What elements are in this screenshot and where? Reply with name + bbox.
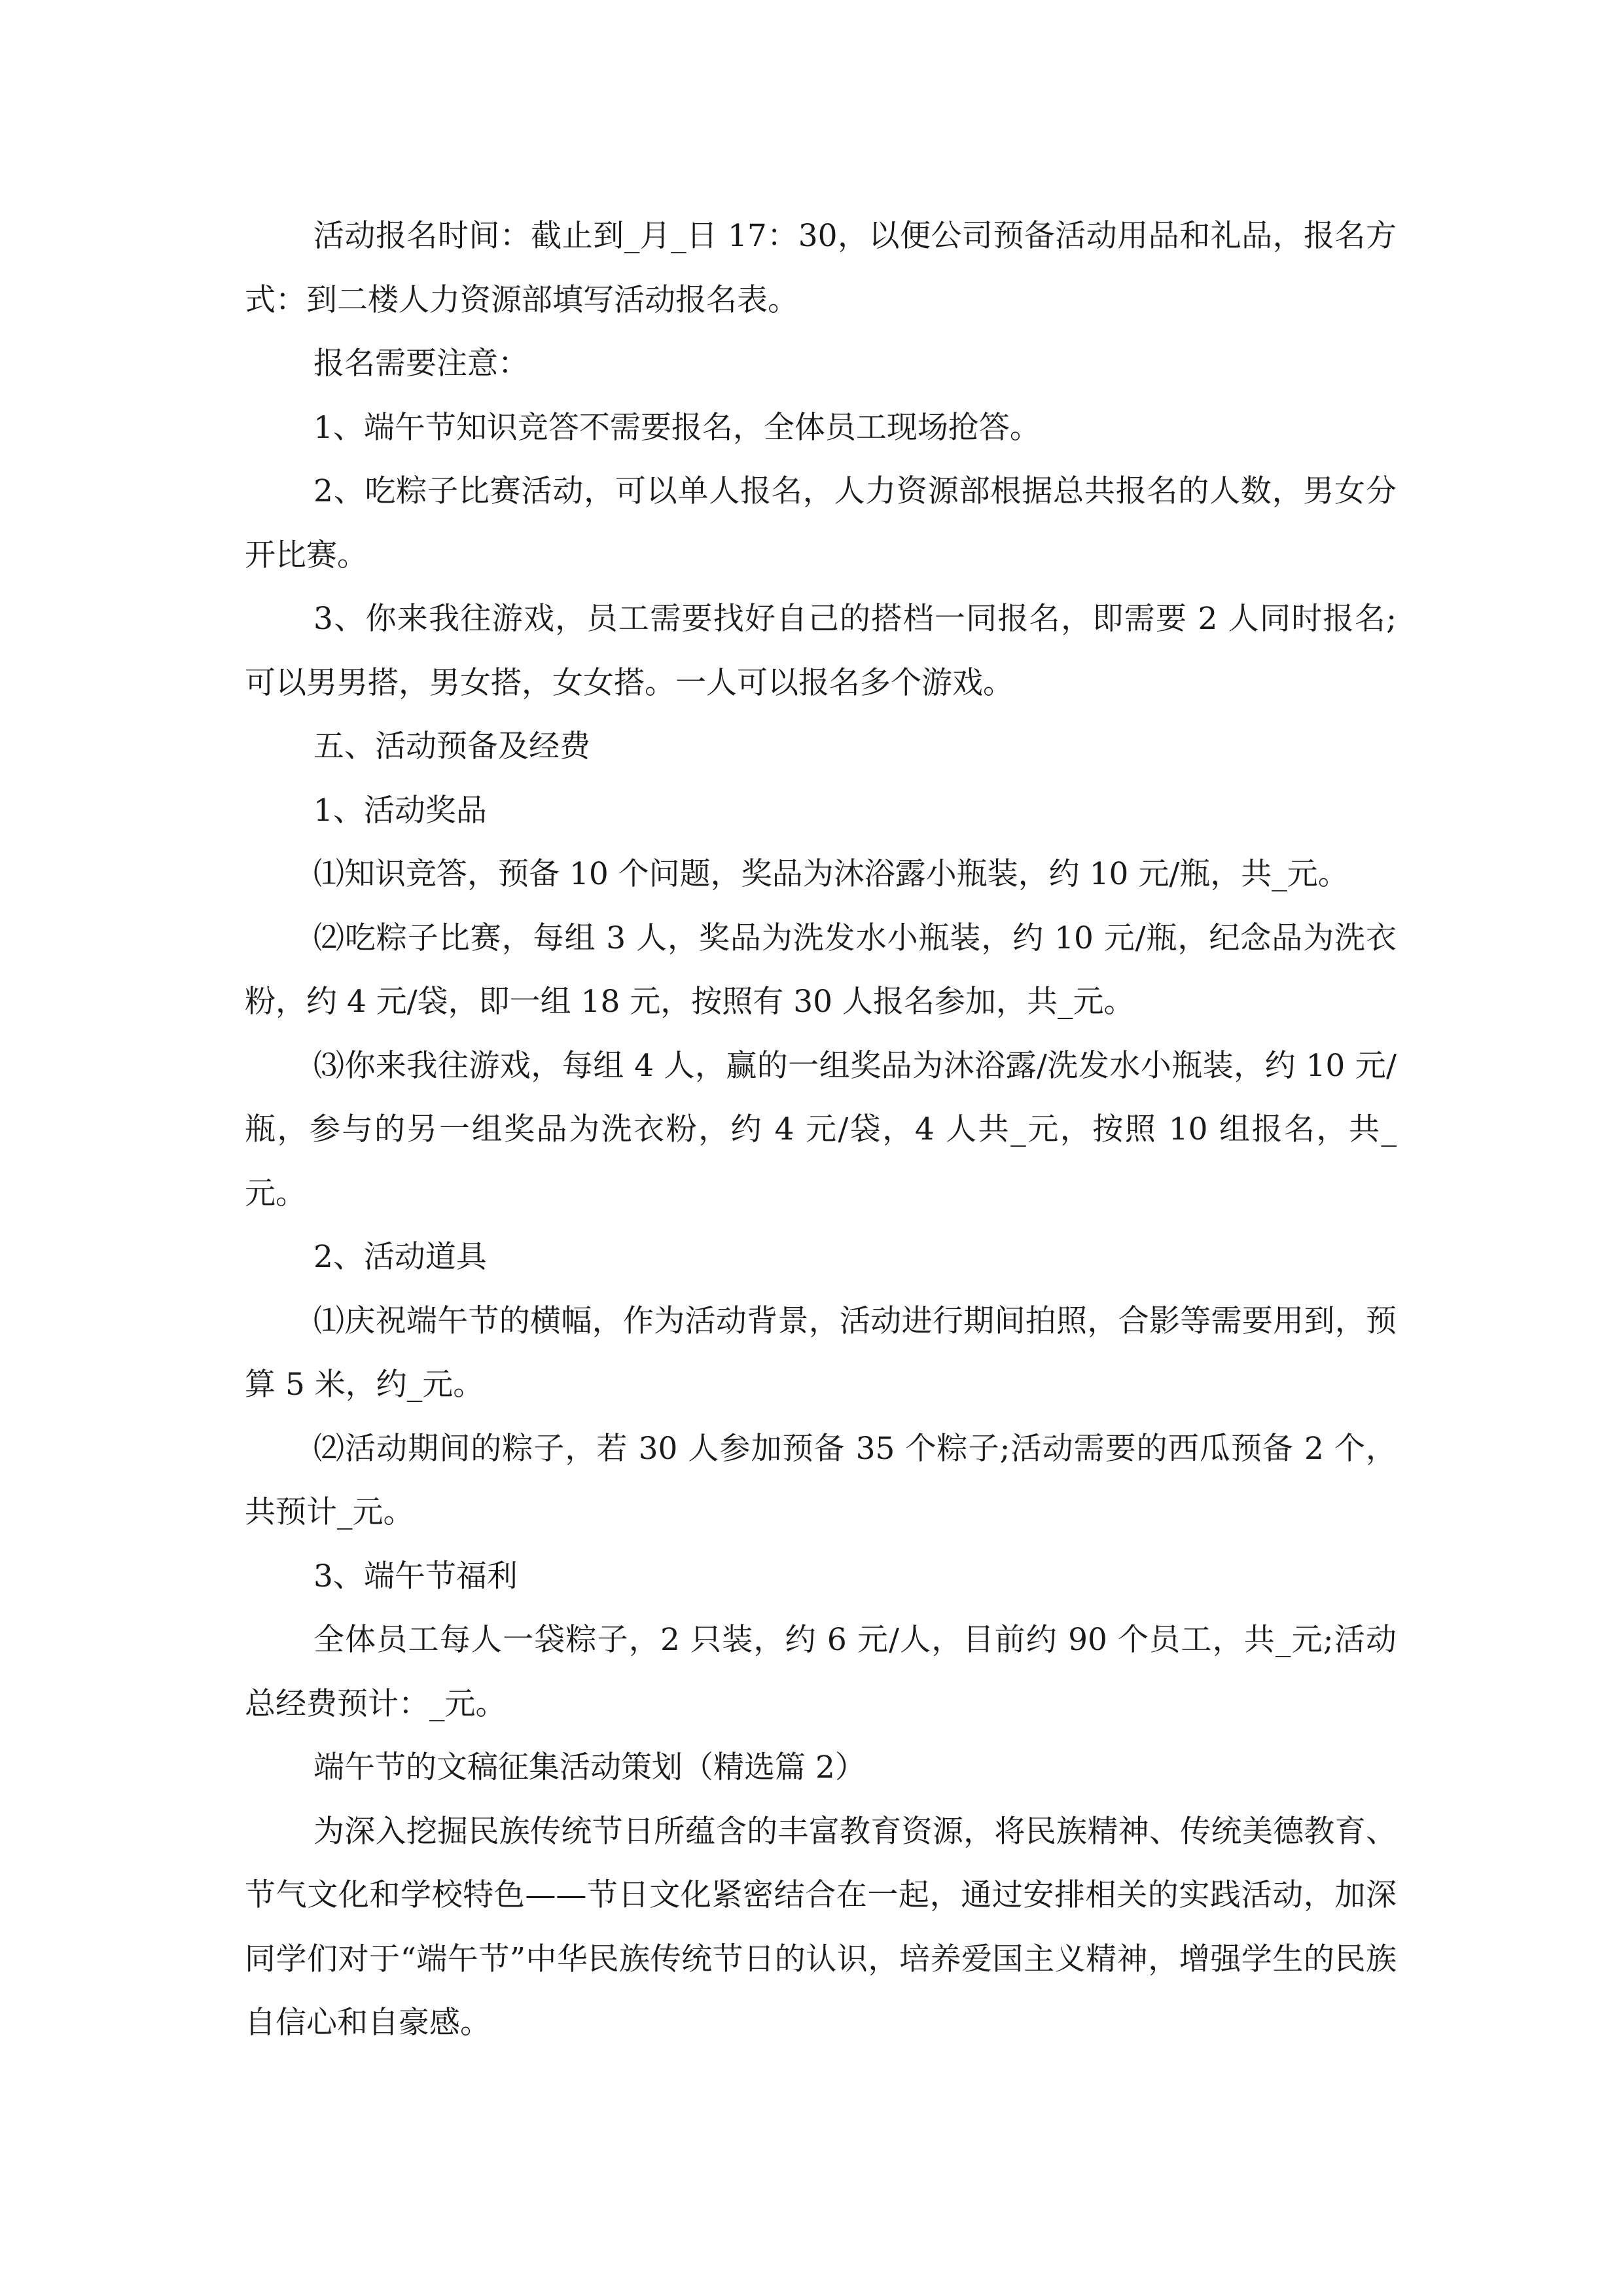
paragraph-prize-3: ⑶你来我往游戏，每组 4 人，赢的一组奖品为沐浴露/洗发水小瓶装，约 10 元/瓶，参与的另一组奖品为洗衣粉，约 4 元/袋，4 人共_元，按照 10 组报名，共_元。 (245, 1047, 1397, 1211)
document-body (245, 204, 1397, 2055)
paragraph-intro-part-2: 为深入挖掘民族传统节日所蕴含的丰富教育资源，将民族精神、传统美德教育、节气文化和学校特色——节日文化紧密结合在一起，通过安排相关的实践活动，加深同学们对于“端午节”中华民族传统节日的认识，培养爱国主义精神，增强学生的民族自信心和自豪感。 (245, 1813, 1397, 2041)
article-title-part-2: 端午节的文稿征集活动策划（精选篇 2） (313, 1749, 866, 1785)
subheading-prizes: 1、活动奖品 (313, 792, 487, 829)
paragraph-note-1: 1、端午节知识竞答不需要报名，全体员工现场抢答。 (313, 409, 1041, 446)
paragraph-prize-2: ⑵吃粽子比赛，每组 3 人，奖品为洗发水小瓶装，约 10 元/瓶，纪念品为洗衣粉，约 4 元/袋，即一组 18 元，按照有 30 人报名参加，共_元。 (245, 920, 1397, 1020)
paragraph-prize-1: ⑴知识竞答，预备 10 个问题，奖品为沐浴露小瓶装，约 10 元/瓶，共_元。 (313, 856, 1349, 892)
paragraph-registration-time: 活动报名时间：截止到_月_日 17：30，以便公司预备活动用品和礼品，报名方式：到二楼人力资源部填写活动报名表。 (245, 218, 1397, 318)
paragraph-registration-notes: 报名需要注意： (313, 346, 529, 382)
paragraph-prop-1: ⑴庆祝端午节的横幅，作为活动背景，活动进行期间拍照，合影等需要用到，预算 5 米，约_元。 (245, 1302, 1397, 1403)
subheading-benefits: 3、端午节福利 (313, 1558, 518, 1594)
section-heading-preparation: 五、活动预备及经费 (313, 728, 590, 764)
paragraph-note-3: 3、你来我往游戏，员工需要找好自己的搭档一同报名，即需要 2 人同时报名;可以男男搭，男女搭，女女搭。一人可以报名多个游戏。 (245, 601, 1397, 701)
paragraph-note-2: 2、吃粽子比赛活动，可以单人报名，人力资源部根据总共报名的人数，男女分开比赛。 (245, 473, 1397, 573)
paragraph-prop-2: ⑵活动期间的粽子，若 30 人参加预备 35 个粽子;活动需要的西瓜预备 2 个，共预计_元。 (245, 1430, 1397, 1530)
paragraph-benefits: 全体员工每人一袋粽子，2 只装，约 6 元/人，目前约 90 个员工，共_元;活动总经费预计：_元。 (245, 1622, 1397, 1722)
subheading-props: 2、活动道具 (313, 1239, 487, 1275)
